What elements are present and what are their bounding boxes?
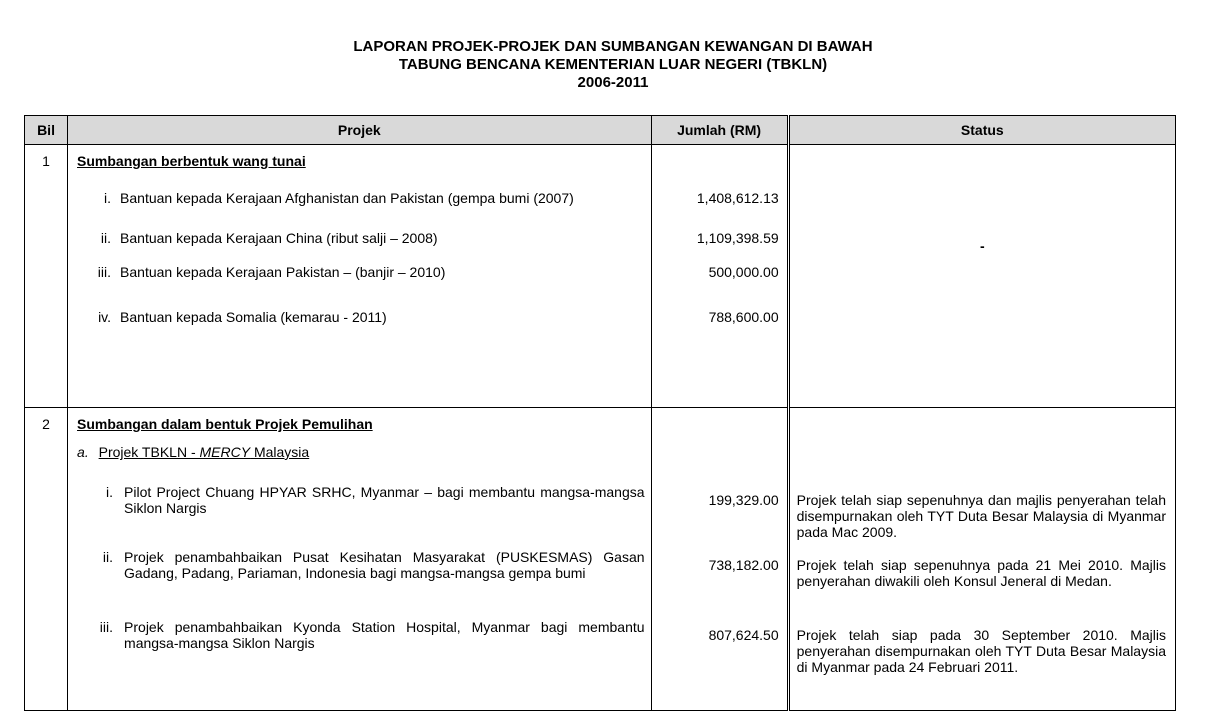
section-heading: Sumbangan berbentuk wang tunai — [77, 153, 306, 169]
list-item — [68, 309, 651, 339]
item-number: i. — [106, 484, 114, 500]
amount-value: 199,329.00 — [708, 492, 779, 508]
item-number: ii. — [100, 230, 112, 246]
list-item — [68, 549, 651, 619]
list-item — [68, 264, 651, 309]
header-row — [25, 116, 1176, 145]
item-text: Pilot Project Chuang HPYAR SRHC, Myanmar – bagi membantu mangsa-mangsa Siklon Nargis — [124, 484, 645, 516]
section-heading: Sumbangan dalam bentuk Projek Pemulihan — [77, 416, 373, 432]
amount-value: 500,000.00 — [708, 264, 779, 280]
amount-value: 1,109,398.59 — [696, 230, 779, 246]
projek-cell — [68, 145, 652, 408]
title-line-3: 2006-2011 — [577, 74, 649, 91]
projek-cell — [68, 408, 652, 711]
bil-cell: 2 — [25, 408, 68, 711]
status-value: Projek telah siap pada 30 September 2010. Majlis penyerahan disempurnakan oleh TYT Duta Besar Malaysia di Myanmar pada 24 Februari 2011. — [796, 627, 1166, 675]
sub-prefix: Projek TBKLN - — [98, 444, 200, 460]
item-number: iii. — [99, 619, 114, 635]
sub-italic: MERCY — [199, 444, 251, 460]
list-item — [68, 484, 651, 549]
report-table — [24, 115, 1176, 711]
section-row-2 — [25, 408, 1176, 711]
list-item — [68, 230, 651, 264]
item-number: iii. — [97, 264, 112, 280]
item-text: Bantuan kepada Kerajaan Pakistan – (banjir – 2010) — [120, 264, 446, 280]
section-row-1 — [25, 145, 1176, 408]
status-cell — [789, 408, 1175, 711]
item-number: i. — [104, 190, 112, 206]
item-text: Bantuan kepada Kerajaan China (ribut salji – 2008) — [120, 230, 438, 246]
amount-value: 738,182.00 — [708, 557, 779, 573]
list-item — [68, 619, 651, 651]
header-projek: Projek — [68, 116, 652, 145]
item-number: iv. — [98, 309, 112, 325]
item-text: Projek penambahbaikan Pusat Kesihatan Masyarakat (PUSKESMAS) Gasan Gadang, Padang, Pariaman, Indonesia bagi mangsa-mangsa gempa bumi — [124, 549, 645, 581]
report-title — [0, 38, 1226, 92]
amount-value: 788,600.00 — [708, 309, 779, 325]
title-line-1: LAPORAN PROJEK-PROJEK DAN SUMBANGAN KEWANGAN DI BAWAH — [353, 38, 873, 55]
sub-letter: a. — [77, 444, 89, 460]
item-number: ii. — [102, 549, 114, 565]
status-cell — [789, 145, 1175, 408]
bil-cell: 1 — [25, 145, 68, 408]
title-line-2: TABUNG BENCANA KEMENTERIAN LUAR NEGERI (TBKLN) — [398, 56, 828, 73]
item-text: Projek penambahbaikan Kyonda Station Hospital, Myanmar bagi membantu mangsa-mangsa Siklon Nargis — [124, 619, 645, 651]
jumlah-cell — [651, 145, 787, 408]
amount-value: 1,408,612.13 — [696, 190, 779, 206]
item-text: Bantuan kepada Kerajaan Afghanistan dan Pakistan (gempa bumi (2007) — [120, 190, 574, 206]
header-bil: Bil — [25, 116, 68, 145]
amount-value: 807,624.50 — [708, 627, 779, 643]
sub-heading — [68, 444, 651, 464]
list-item — [68, 190, 651, 230]
sub-suffix: Malaysia — [250, 444, 310, 460]
jumlah-cell — [651, 408, 787, 711]
status-value: - — [979, 238, 985, 254]
header-jumlah: Jumlah (RM) — [651, 116, 787, 145]
item-text: Bantuan kepada Somalia (kemarau - 2011) — [120, 309, 387, 325]
header-status: Status — [789, 116, 1175, 145]
status-value: Projek telah siap sepenuhnya pada 21 Mei 2010. Majlis penyerahan diwakili oleh Konsul Jeneral di Medan. — [796, 557, 1166, 589]
status-value: Projek telah siap sepenuhnya dan majlis penyerahan telah disempurnakan oleh TYT Duta Besar Malaysia di Myanmar pada Mac 2009. — [796, 492, 1166, 540]
